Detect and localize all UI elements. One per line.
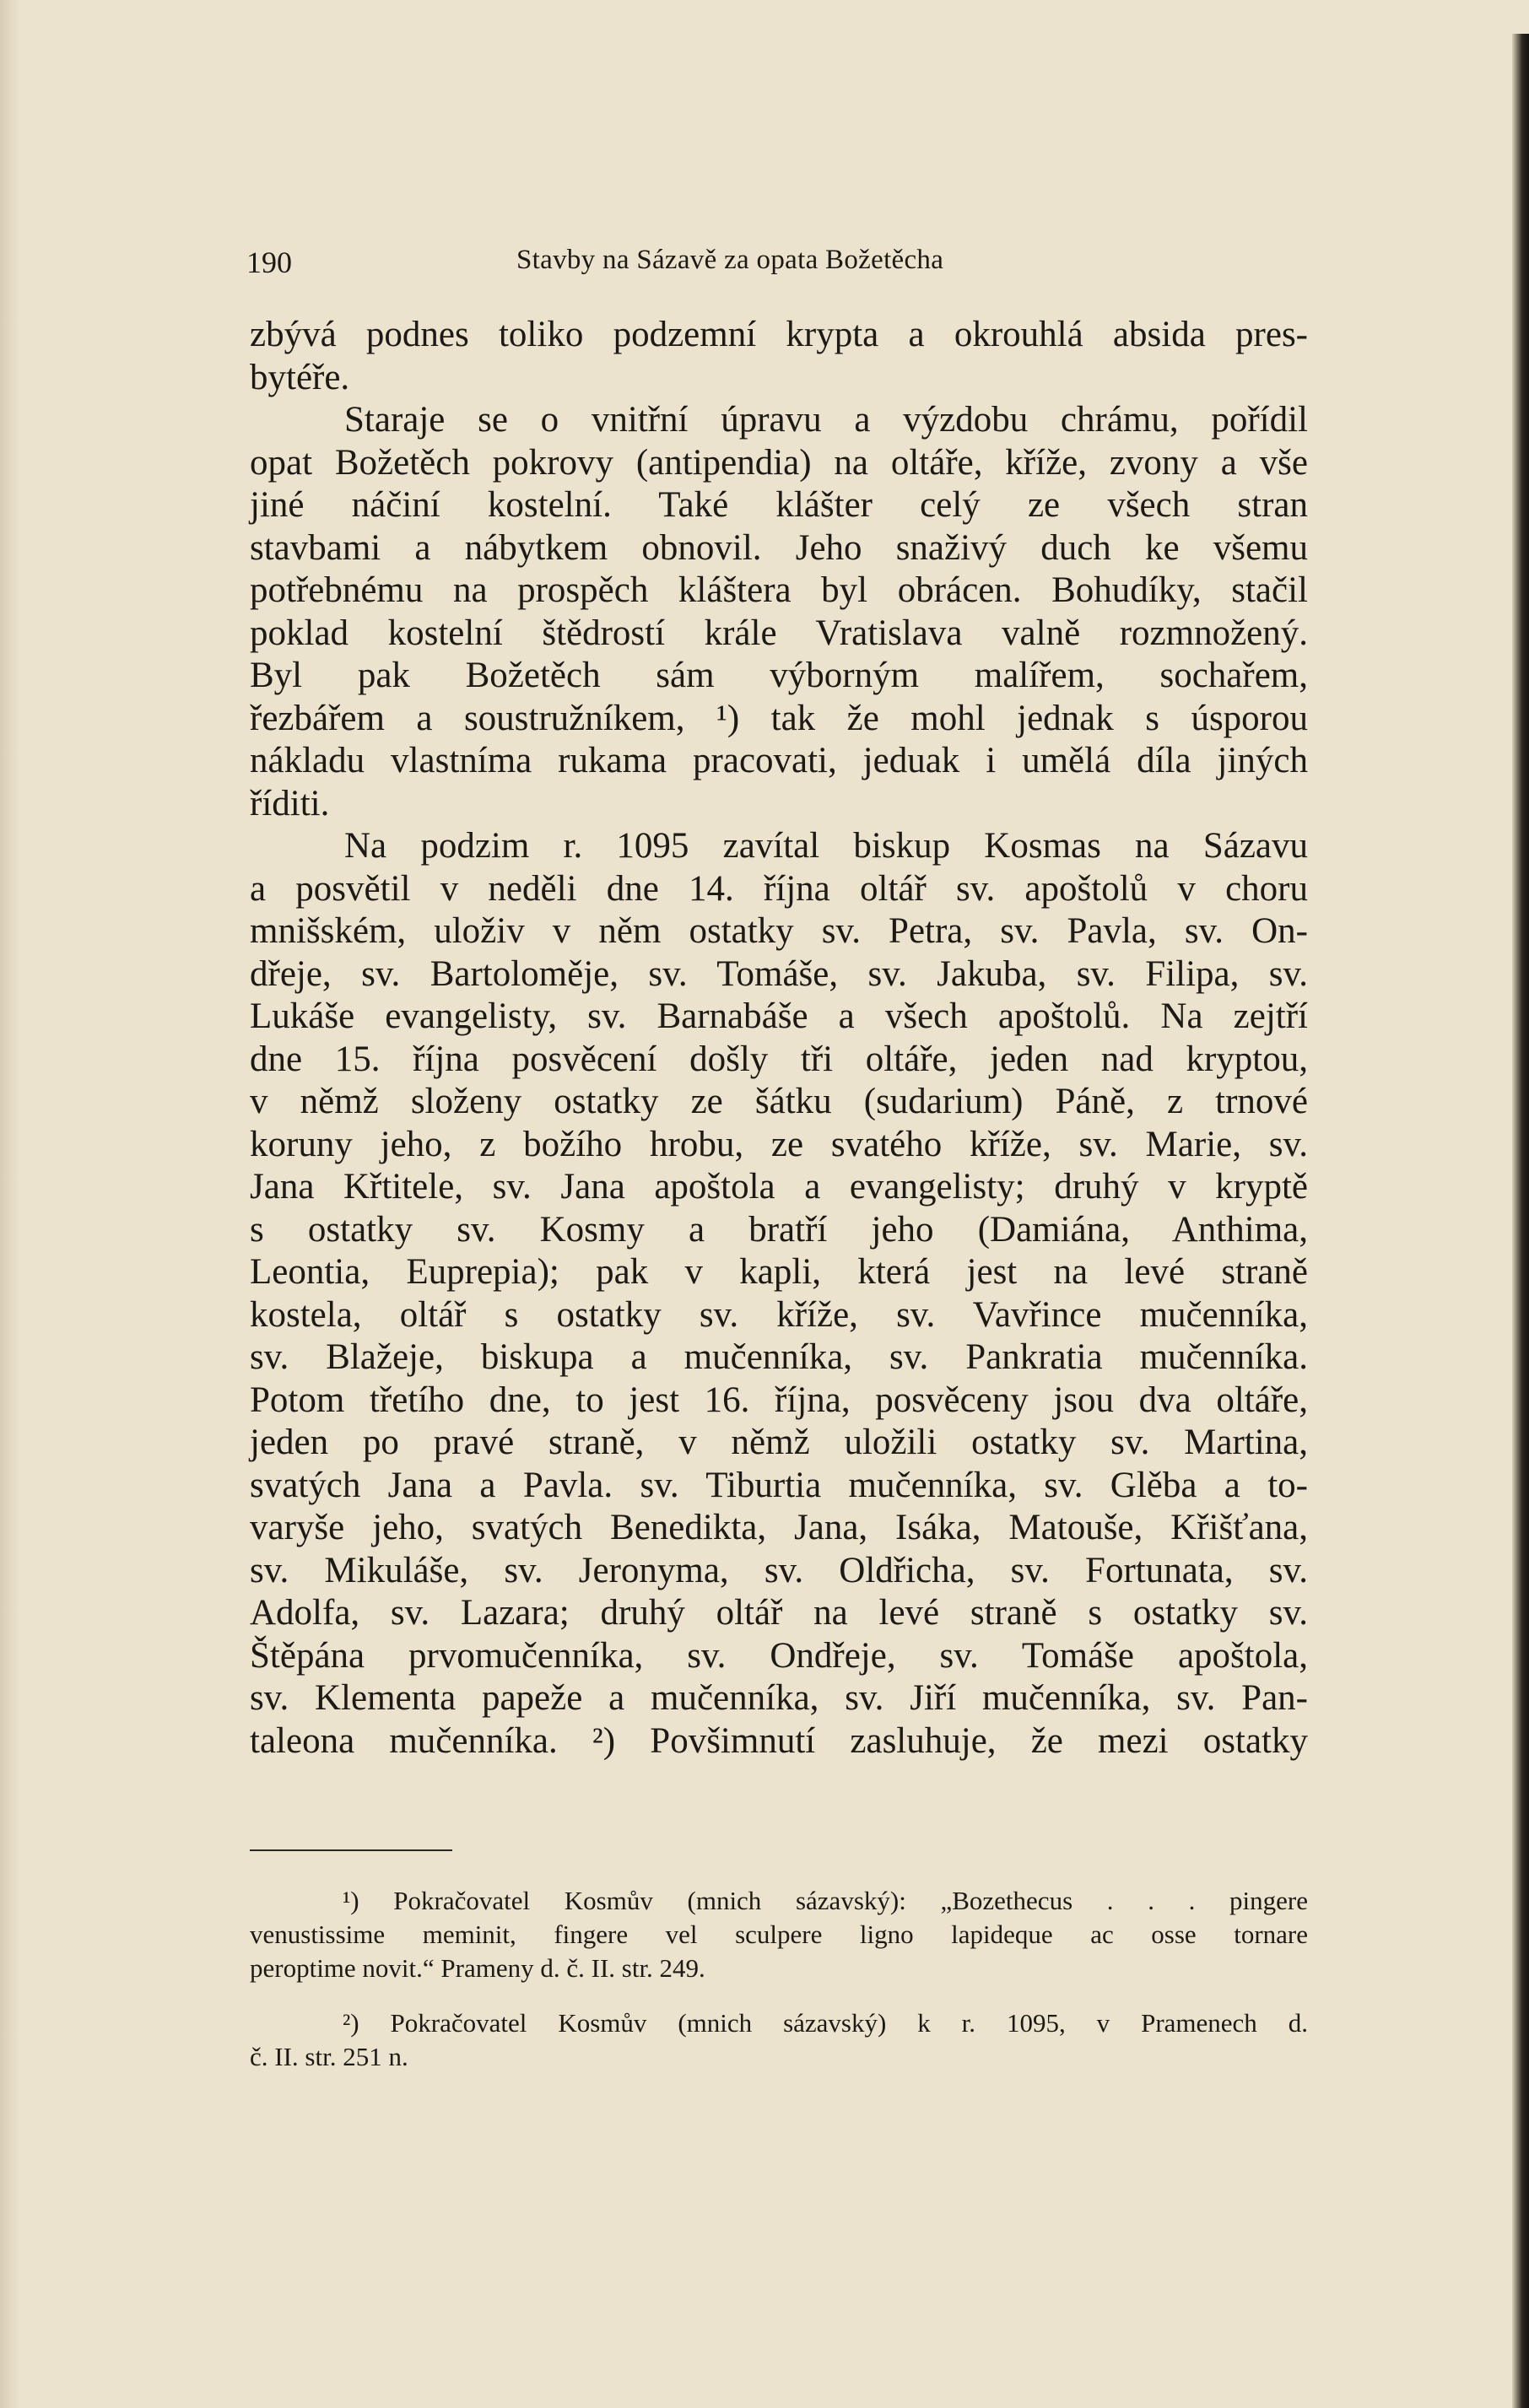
- footnote-1: [250, 1884, 1308, 1985]
- text-line: řezbářem a soustružníkem, ¹) tak že mohl jednak s úsporou: [250, 698, 1308, 738]
- text-line: mnišském, uloživ v něm ostatky sv. Petra, sv. Pavla, sv. On-: [250, 911, 1308, 951]
- footnote-2: [250, 2006, 1308, 2074]
- text-line: Leontia, Euprepia); pak v kapli, která jest na levé straně: [250, 1252, 1308, 1292]
- footnote-line: č. II. str. 251 n.: [250, 2042, 408, 2071]
- text-line: kostela, oltář s ostatky sv. kříže, sv. Vavřince mučenníka,: [250, 1294, 1308, 1335]
- footnote-line: ¹) Pokračovatel Kosmův (mnich sázavský): „Bozethecus . . . pingere: [343, 1886, 1308, 1915]
- text-line: poklad kostelní štědrostí krále Vratislava valně rozmnožený.: [250, 613, 1308, 653]
- text-line: říditi.: [250, 783, 330, 823]
- text-line: koruny jeho, z božího hrobu, ze svatého kříže, sv. Marie, sv.: [250, 1124, 1308, 1164]
- text-line: Lukáše evangelisty, sv. Barnabáše a všech apoštolů. Na zejtří: [250, 996, 1308, 1036]
- page-left-shading: [0, 0, 20, 2408]
- text-line: svatých Jana a Pavla. sv. Tiburtia mučenníka, sv. Glěba a to-: [250, 1465, 1308, 1505]
- text-line: dne 15. října posvěcení došly tři oltáře, jeden nad kryptou,: [250, 1039, 1308, 1079]
- running-title: Stavby na Sázavě za opata Božetěcha: [516, 245, 944, 275]
- text-line: Potom třetího dne, to jest 16. října, posvěceny jsou dva oltáře,: [250, 1379, 1308, 1420]
- text-line: Staraje se o vnitřní úpravu a výzdobu chrámu, pořídil: [344, 400, 1308, 440]
- footnote-divider: [250, 1849, 452, 1851]
- footnote-line: peroptime novit.“ Prameny d. č. II. str. 249.: [250, 1953, 705, 1983]
- text-line: sv. Mikuláše, sv. Jeronyma, sv. Oldřicha, sv. Fortunata, sv.: [250, 1550, 1308, 1590]
- main-text: [250, 314, 1308, 1763]
- text-line: zbývá podnes toliko podzemní krypta a okrouhlá absida pres-: [250, 315, 1308, 354]
- text-line: bytéře.: [250, 357, 350, 397]
- text-line: jiné náčiní kostelní. Také klášter celý ze všech stran: [250, 485, 1308, 525]
- text-line: v němž složeny ostatky ze šátku (sudarium) Páně, z trnové: [250, 1082, 1308, 1121]
- text-line: nákladu vlastníma rukama pracovati, jeduak i umělá díla jiných: [250, 741, 1308, 780]
- text-line: Štěpána prvomučenníka, sv. Ondřeje, sv. Tomáše apoštola,: [250, 1635, 1308, 1676]
- text-line: taleona mučenníka. ²) Povšimnutí zasluhuje, že mezi ostatky: [250, 1720, 1308, 1761]
- footnotes: [250, 1884, 1308, 2074]
- text-line: Adolfa, sv. Lazara; druhý oltář na levé straně s ostatky sv.: [250, 1593, 1308, 1633]
- text-line: dřeje, sv. Bartoloměje, sv. Tomáše, sv. Jakuba, sv. Filipa, sv.: [250, 953, 1308, 994]
- text-line: opat Božetěch pokrovy (antipendia) na oltáře, kříže, zvony a vše: [250, 442, 1308, 483]
- page-header: [246, 245, 1308, 287]
- text-line: sv. Klementa papeže a mučenníka, sv. Jiří mučenníka, sv. Pan-: [250, 1678, 1308, 1718]
- text-line: potřebnému na prospěch kláštera byl obrácen. Bohudíky, stačil: [250, 570, 1308, 610]
- footnote-line: venustissime meminit, fingere vel sculpere ligno lapideque ac osse tornare: [250, 1919, 1308, 1949]
- text-line: varyše jeho, svatých Benedikta, Jana, Isáka, Matouše, Křišťana,: [250, 1508, 1308, 1547]
- text-line: stavbami a nábytkem obnovil. Jeho snaživý duch ke všemu: [250, 527, 1308, 568]
- footnote-line: ²) Pokračovatel Kosmův (mnich sázavský) k r. 1095, v Pramenech d.: [343, 2008, 1308, 2038]
- book-edge: [1512, 34, 1529, 2408]
- text-line: Byl pak Božetěch sám výborným malířem, sochařem,: [250, 656, 1308, 695]
- text-line: sv. Blažeje, biskupa a mučenníka, sv. Pankratia mučenníka.: [250, 1337, 1308, 1377]
- text-line: a posvětil v neděli dne 14. října oltář sv. apoštolů v choru: [250, 868, 1308, 909]
- text-line: s ostatky sv. Kosmy a bratří jeho (Damiána, Anthima,: [250, 1209, 1308, 1250]
- page-number: 190: [246, 246, 292, 279]
- text-line: jeden po pravé straně, v němž uložili ostatky sv. Martina,: [250, 1423, 1308, 1462]
- text-line: Jana Křtitele, sv. Jana apoštola a evangelisty; druhý v kryptě: [250, 1167, 1308, 1207]
- text-line: Na podzim r. 1095 zavítal biskup Kosmas na Sázavu: [344, 826, 1308, 866]
